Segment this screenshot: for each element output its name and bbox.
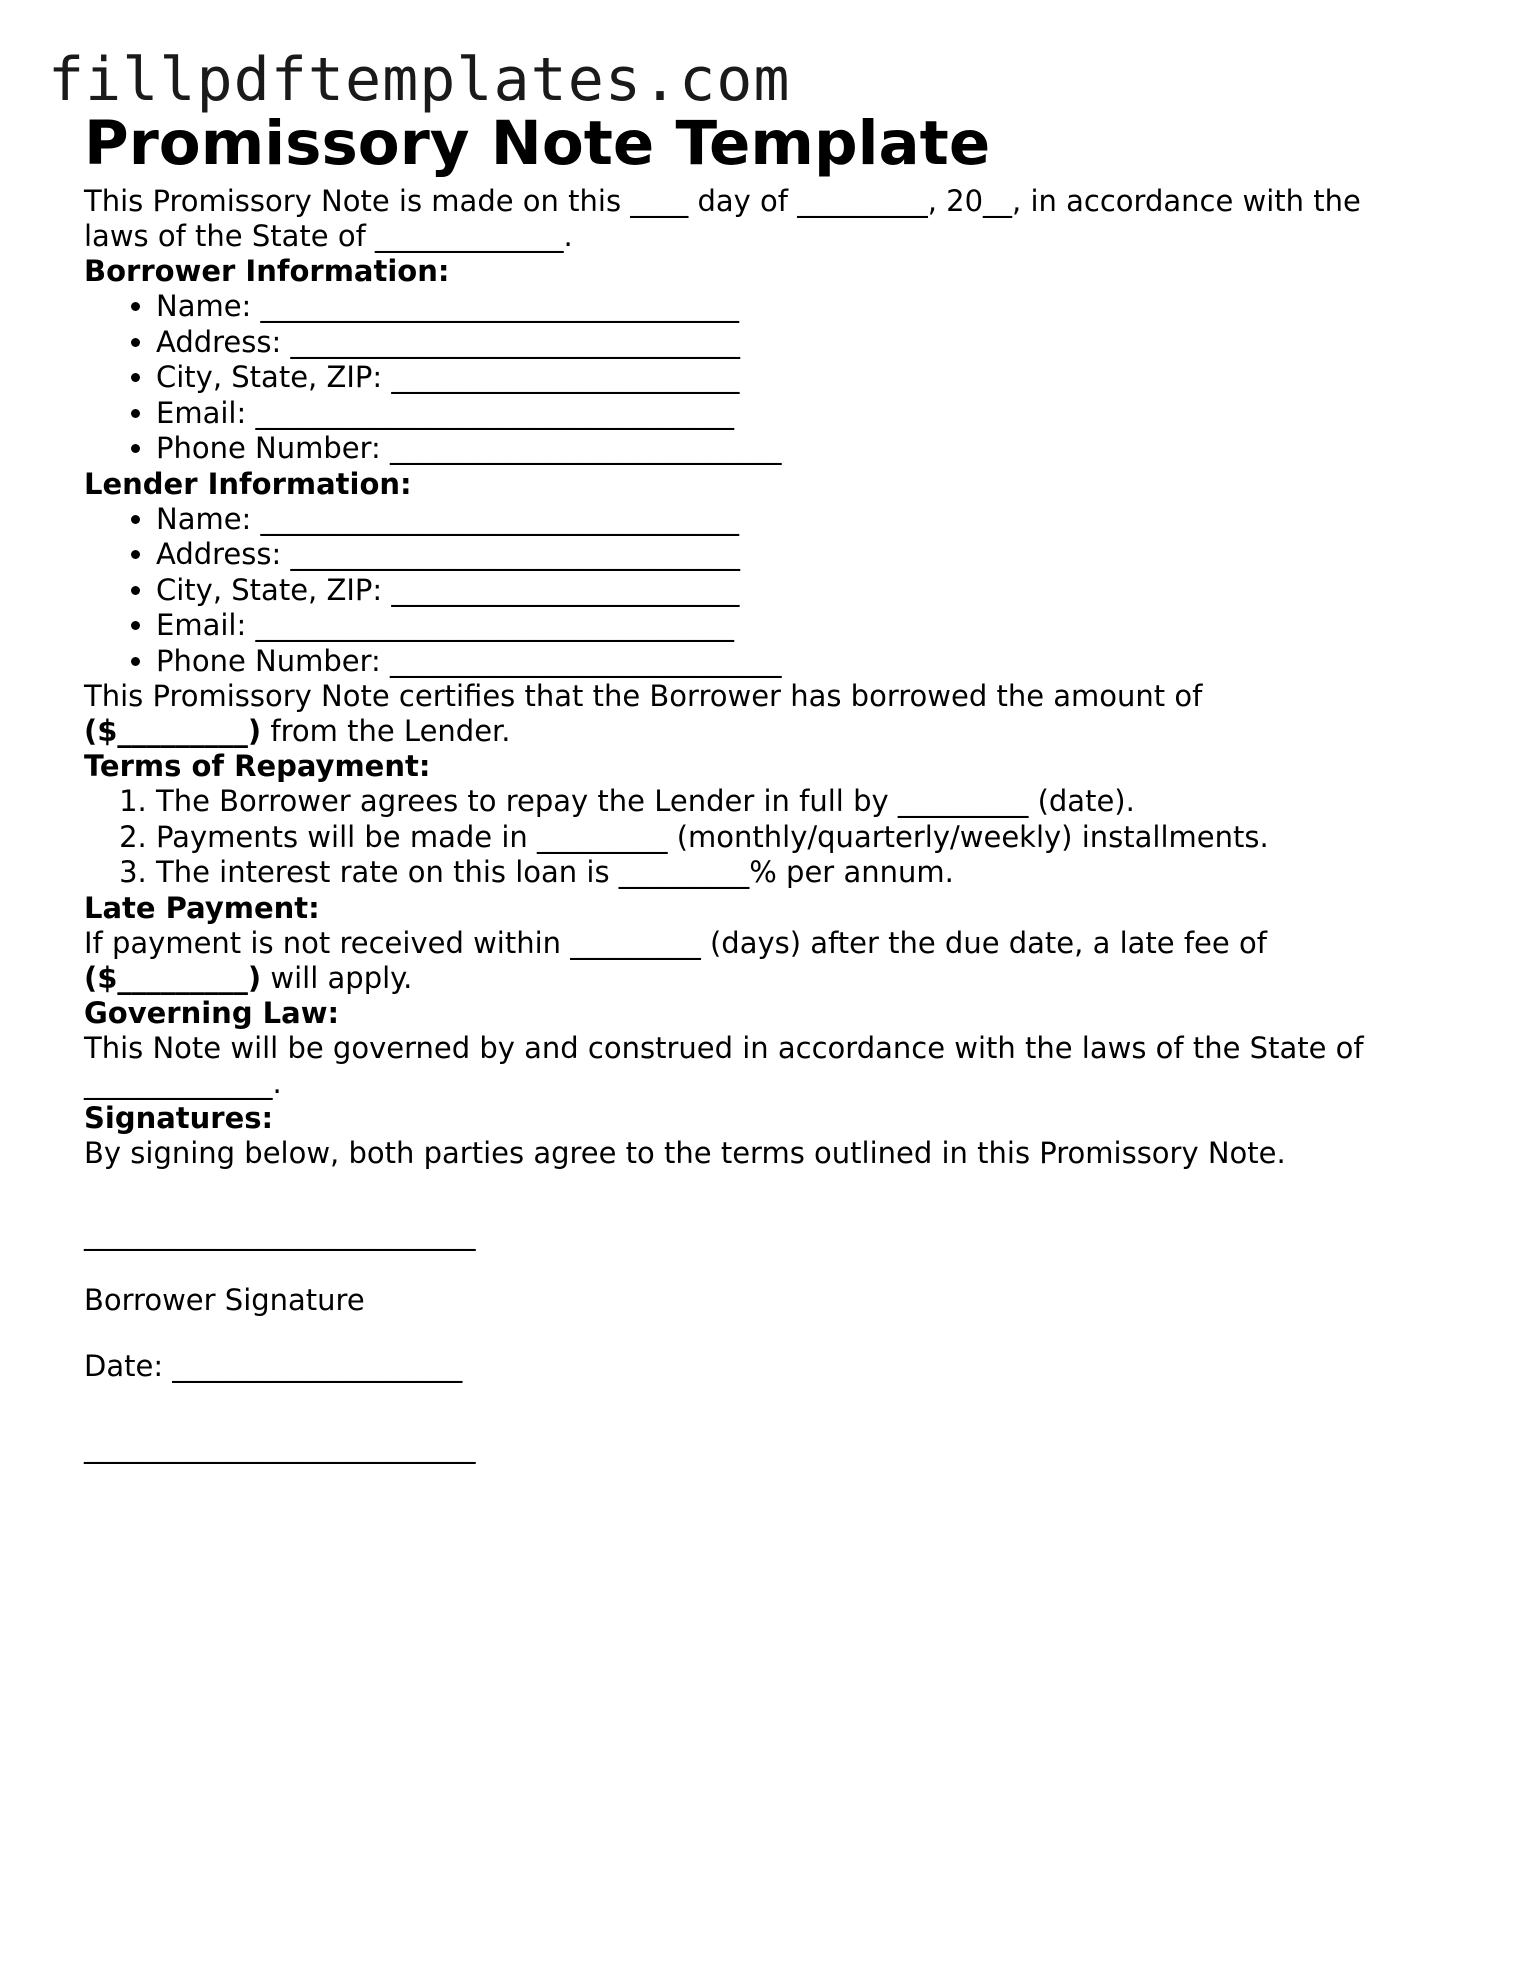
lender-phone-field: • Phone Number: ___________________________ bbox=[156, 644, 1444, 680]
governing-law-heading: Governing Law: bbox=[84, 995, 340, 1030]
borrower-signature-line: ___________________________ bbox=[84, 1216, 476, 1251]
amount-blank: ($_________) bbox=[84, 714, 262, 748]
watermark: fillpdftemplates.com bbox=[48, 45, 791, 115]
lender-name-field: • Name: _________________________________ bbox=[156, 502, 1444, 538]
lender-city-state-zip-field: • City, State, ZIP: ________________________ bbox=[156, 573, 1444, 609]
lender-address-field: • Address: _______________________________ bbox=[156, 537, 1444, 573]
repayment-term-1: 1. The Borrower agrees to repay the Lender in full by _________ (date). bbox=[156, 784, 1444, 820]
amount-paragraph bbox=[84, 679, 1444, 749]
repayment-term-3: 3. The interest rate on this loan is _________% per annum. bbox=[156, 855, 1444, 891]
borrower-name-field: • Name: _________________________________ bbox=[156, 289, 1444, 325]
lender-heading: Lender Information: bbox=[84, 466, 412, 501]
repayment-term-2: 2. Payments will be made in _________ (monthly/quarterly/weekly) installments. bbox=[156, 820, 1444, 856]
repayment-terms bbox=[84, 784, 1444, 891]
late-payment-paragraph bbox=[84, 926, 1444, 996]
borrower-city-state-zip-field: • City, State, ZIP: ________________________ bbox=[156, 360, 1444, 396]
borrower-signature-label: Borrower Signature bbox=[84, 1282, 365, 1317]
repayment-heading: Terms of Repayment: bbox=[84, 749, 431, 783]
late-payment-rest: will apply. bbox=[261, 960, 413, 995]
borrower-address-field: • Address: _______________________________ bbox=[156, 325, 1444, 361]
late-fee-blank: ($_________) bbox=[84, 960, 262, 995]
signatures-heading: Signatures: bbox=[84, 1100, 274, 1135]
intro-paragraph bbox=[84, 184, 1444, 254]
governing-law-line-1: This Note will be governed by and construed in accordance with the laws of the State of bbox=[84, 1030, 1364, 1065]
lender-signature-line: ___________________________ bbox=[84, 1429, 476, 1464]
borrower-fields bbox=[84, 289, 1444, 467]
page-title: Promissory Note Template bbox=[84, 108, 991, 179]
amount-line-1: This Promissory Note certifies that the Borrower has borrowed the amount of bbox=[84, 679, 1203, 713]
intro-line-2: laws of the State of _____________. bbox=[84, 219, 573, 253]
amount-rest: from the Lender. bbox=[261, 714, 511, 748]
intro-line-1: This Promissory Note is made on this ____ day of _________, 20__, in accordance with the bbox=[84, 184, 1361, 218]
late-payment-heading: Late Payment: bbox=[84, 890, 320, 925]
governing-law-paragraph bbox=[84, 1031, 1444, 1101]
signatures-text: By signing below, both parties agree to the terms outlined in this Promissory Note. bbox=[84, 1135, 1286, 1170]
governing-law-line-2: _____________. bbox=[84, 1065, 282, 1100]
borrower-heading: Borrower Information: bbox=[84, 254, 450, 288]
borrower-phone-field: • Phone Number: ___________________________ bbox=[156, 431, 1444, 467]
borrower-email-field: • Email: _________________________________ bbox=[156, 396, 1444, 432]
borrower-date-field: Date: ____________________ bbox=[84, 1348, 463, 1383]
lender-fields bbox=[84, 502, 1444, 680]
late-payment-line-1: If payment is not received within _________ (days) after the due date, a late fee of bbox=[84, 925, 1267, 960]
lender-email-field: • Email: _________________________________ bbox=[156, 608, 1444, 644]
document-body bbox=[84, 104, 1444, 1465]
